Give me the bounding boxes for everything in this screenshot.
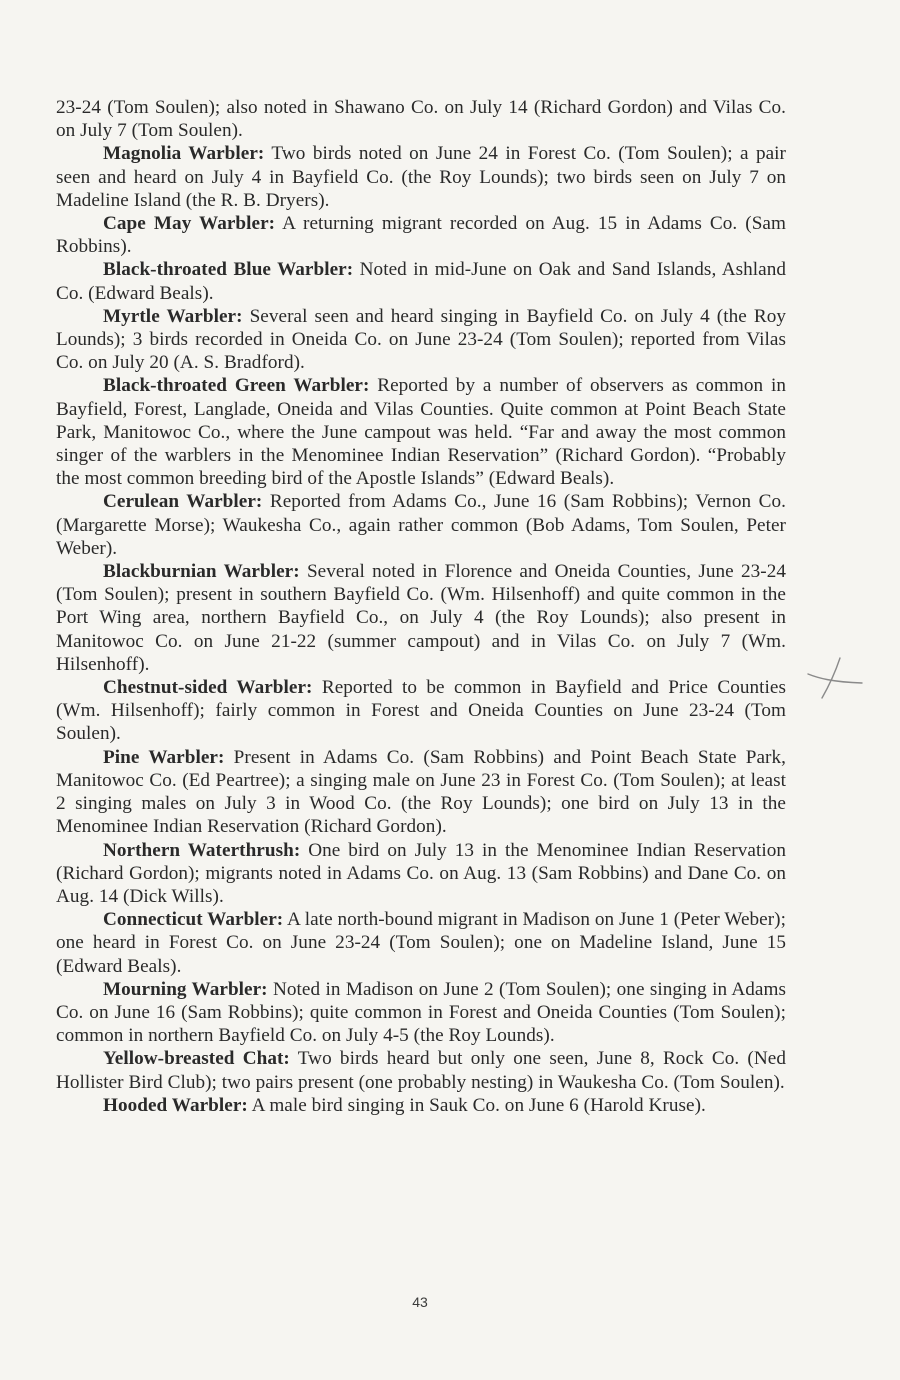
species-name: Black-throated Green Warbler: xyxy=(103,375,370,397)
species-entry xyxy=(56,839,786,909)
handwritten-x-mark-icon xyxy=(800,652,870,704)
species-name: Yellow-breasted Chat: xyxy=(103,1048,290,1070)
species-entry xyxy=(56,978,786,1048)
species-entry xyxy=(56,1047,786,1093)
species-entry xyxy=(56,676,786,746)
species-text: One bird on July 13 in the Menominee Indian Reservation (Richard Gordon); migrants noted in Adams Co. on Aug. 13 (Sam Robbins) and Dane Co. on Aug. 14 (Dick Wills). xyxy=(56,839,786,907)
species-name: Mourning Warbler: xyxy=(103,978,268,1000)
species-text: Reported from Adams Co., June 16 (Sam Robbins); Vernon Co. (Margarette Morse); Waukesha Co., again rather common (Bob Adams, Tom Soulen, Peter Weber). xyxy=(56,491,786,559)
species-entry xyxy=(56,560,786,676)
species-name: Magnolia Warbler: xyxy=(103,143,265,165)
species-name: Pine Warbler: xyxy=(103,746,225,768)
species-text: Noted in mid-June on Oak and Sand Islands, Ashland Co. (Edward Beals). xyxy=(56,259,786,304)
species-entry xyxy=(56,1094,786,1117)
species-name: Northern Waterthrush: xyxy=(103,839,301,861)
species-name: Chestnut-sided Warbler: xyxy=(103,677,313,699)
species-name: Hooded Warbler: xyxy=(103,1094,248,1116)
species-text: A male bird singing in Sauk Co. on June 6 (Harold Kruse). xyxy=(247,1094,706,1116)
species-text: Several noted in Florence and Oneida Counties, June 23-24 (Tom Soulen); present in southern Bayfield Co. (Wm. Hilsenhoff) and quite common in the Port Wing area, northern Bayfield Co., on July 4 (the Roy Lounds); also present in Manitowoc Co. on June 21-22 (summer campout) and in Vilas Co. on July 7 (Wm. Hilsenhoff). xyxy=(56,561,787,675)
species-entry xyxy=(56,908,786,978)
species-name: Blackburnian Warbler: xyxy=(103,561,300,583)
species-text: Several seen and heard singing in Bayfield Co. on July 4 (the Roy Lounds); 3 birds recorded in Oneida Co. on June 23-24 (Tom Soulen); reported from Vilas Co. on July 20 (A. S. Bradford). xyxy=(56,305,786,374)
species-name: Cape May Warbler: xyxy=(103,213,276,235)
species-entry xyxy=(56,212,786,258)
species-text: Reported by a number of observers as common in Bayfield, Forest, Langlade, Oneida and Vilas Counties. Quite common at Point Beach State Park, Manitowoc Co., where the June campout was held. “Far and away the most common singer of the warblers in the Menominee Indian Reservation” (Richard Gordon). “Probably the most common breeding bird of the Apostle Islands” (Edward Beals). xyxy=(56,375,786,490)
continuation-paragraph: 23-24 (Tom Soulen); also noted in Shawano Co. on July 14 (Richard Gordon) and Vilas Co. on July 7 (Tom Soulen). xyxy=(56,97,786,142)
species-name: Cerulean Warbler: xyxy=(103,491,263,513)
species-text: Noted in Madison on June 2 (Tom Soulen); one singing in Adams Co. on June 16 (Sam Robbins); quite common in Forest and Oneida Counties (Tom Soulen); common in northern Bayfield Co. on July 4-5 (the Roy Lounds). xyxy=(56,978,786,1047)
species-entry xyxy=(56,142,786,212)
species-entry xyxy=(56,305,786,375)
species-text: A returning migrant recorded on Aug. 15 in Adams Co. (Sam Robbins). xyxy=(56,213,786,258)
species-name: Connecticut Warbler: xyxy=(103,909,284,931)
species-name: Black-throated Blue Warbler: xyxy=(103,259,354,281)
species-text: Two birds noted on June 24 in Forest Co. (Tom Soulen); a pair seen and heard on July 4 in Bayfield Co. (the Roy Lounds); two birds seen on July 7 on Madeline Island (the R. B. Dryers). xyxy=(56,143,787,211)
species-entry xyxy=(56,746,786,839)
species-entry xyxy=(56,374,786,490)
page-number: 43 xyxy=(412,1294,428,1310)
species-text: Two birds heard but only one seen, June 8, Rock Co. (Ned Hollister Bird Club); two pairs present (one probably nesting) in Waukesha Co. (Tom Soulen). xyxy=(56,1048,786,1093)
species-text: Reported to be common in Bayfield and Price Counties (Wm. Hilsenhoff); fairly common in Forest and Oneida Counties on June 23-24 (Tom Soulen). xyxy=(56,677,786,745)
species-entry xyxy=(56,258,786,304)
page-body xyxy=(56,96,786,1117)
species-text: A late north-bound migrant in Madison on June 1 (Peter Weber); one heard in Forest Co. on June 23-24 (Tom Soulen); one on Madeline Island, June 15 (Edward Beals). xyxy=(56,909,786,977)
species-entry xyxy=(56,490,786,560)
species-text: Present in Adams Co. (Sam Robbins) and Point Beach State Park, Manitowoc Co. (Ed Peartree); a singing male on June 23 in Forest Co. (Tom Soulen); at least 2 singing males on July 3 in Wood Co. (the Roy Lounds); one bird on July 13 in the Menominee Indian Reservation (Richard Gordon). xyxy=(56,746,786,838)
species-name: Myrtle Warbler: xyxy=(103,305,243,327)
